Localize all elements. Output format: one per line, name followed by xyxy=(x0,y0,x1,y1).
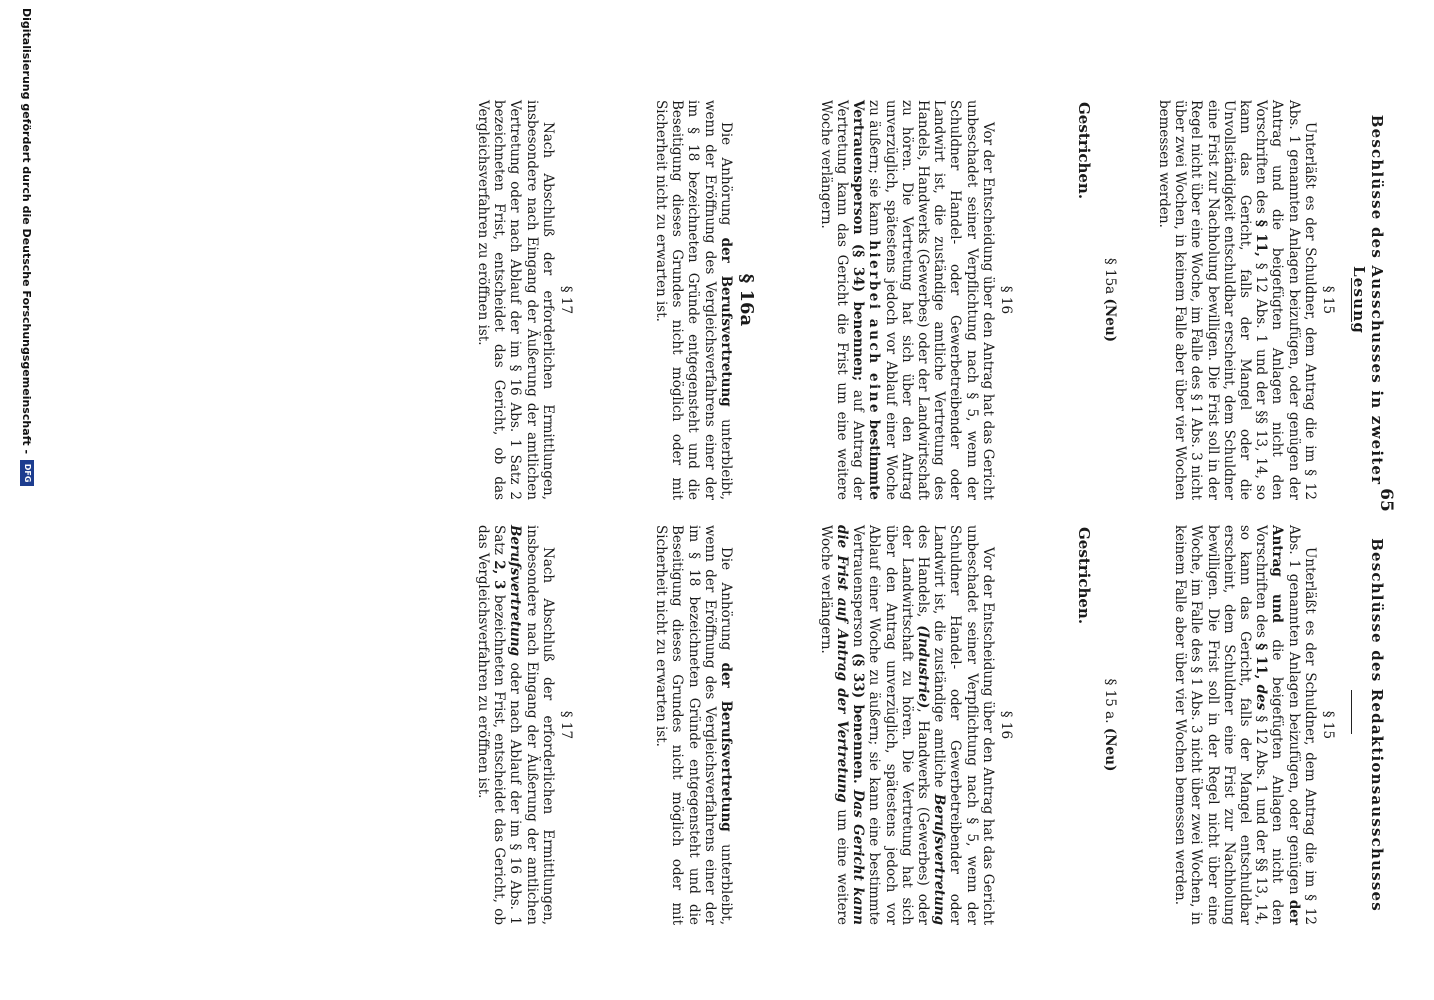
left-s16a-title: § 16a xyxy=(736,273,757,327)
left-section-16a xyxy=(652,100,757,500)
right-s16-i1: Berufsvertretung xyxy=(931,793,948,926)
right-s15-title: § 15 xyxy=(1320,710,1336,740)
right-s17-b1: 2, 3 xyxy=(491,560,508,590)
left-s15-p2: § 12 Abs. 1 genannten Anlagen beizufügen, oder genügen der Antrag und die beigefügten Anlagen nicht den Vorschriften des xyxy=(1253,100,1318,500)
right-s16a-b1: der Berufsvertretung xyxy=(718,662,734,832)
right-s15-p2: die beigefügten Anlagen nicht den Vorschriften des xyxy=(1253,525,1286,925)
right-s17-i1: Berufsvertretung xyxy=(507,525,524,657)
left-s15a-status: Gestrichen. xyxy=(1074,102,1093,200)
right-s16a-p1a: Die Anhörung xyxy=(718,547,734,651)
left-s16-p1: Vor der Entscheidung über den Antrag hat das Gericht unbeschadet seiner Verpflichtung nach § 5, wenn der Schuldner Handel- oder Gewerbetreibender oder Landwirt ist, die zuständige amtliche Vertretung des Handels, Handwerks (Gewerbes) oder der Landwirtschaft zu hören. Die Vertretung hat sich über den Antrag unverzüglich, spätestens jedoch vor Ablauf einer Woche zu äußern; sie kann xyxy=(866,100,996,500)
left-s17-title: § 17 xyxy=(558,285,574,315)
right-s15a-title xyxy=(1102,525,1118,925)
right-column-header: Beschlüsse des Redaktionsausschusses xyxy=(1368,538,1386,912)
left-s16-b1: bestimmte Vertrauensperson (§ 34) benennen; xyxy=(850,100,883,501)
right-s15-b2: § 11, xyxy=(1253,643,1270,680)
right-s16-text xyxy=(818,525,996,925)
right-s16a-p1b: unterbleibt, wenn der Eröffnung des Vergleichsverfahrens einer der im § 18 bezeichneten Gründe entgegensteht und die Beseitigung dieses Grundes nicht möglich oder mit Sicherheit nicht zu erwarten ist. xyxy=(653,525,734,925)
digitization-footer xyxy=(20,8,34,988)
right-section-16 xyxy=(818,525,1014,925)
right-s16-p1: Vor der Entscheidung über den Antrag hat das Gericht unbeschadet seiner Verpflichtung nach § 5, wenn der Schuldner Handel- oder Gewerbetreibender oder Landwirt ist, die zuständige amtliche xyxy=(931,525,996,925)
right-s17-text xyxy=(475,525,556,925)
right-s15a-status: Gestrichen. xyxy=(1074,527,1093,625)
left-header-rule xyxy=(1351,278,1352,322)
right-s15-i1: des xyxy=(1253,684,1270,711)
left-s16a-b1: der Berufsvertretung xyxy=(717,237,734,407)
right-header-rule xyxy=(1351,690,1352,734)
left-column-header: Beschlüsse des Ausschusses in zweiter Lesung xyxy=(1350,114,1386,486)
right-s17-p1: Nach Abschluß der erforderlichen Ermittlungen, insbesondere nach Eingang der Äußerung der amtlichen xyxy=(523,525,556,925)
right-section-17 xyxy=(475,525,574,925)
left-section-17 xyxy=(475,100,574,500)
left-s15-p1: Unterläßt es der Schuldner, dem Antrag die im xyxy=(1301,122,1318,463)
left-s15-b1: § 11, xyxy=(1253,219,1270,257)
left-s15-text xyxy=(1156,100,1318,500)
dfg-logo-icon: DFG xyxy=(20,460,34,486)
right-s15-text xyxy=(1172,525,1318,925)
left-s16a-p1a: Die Anhörung xyxy=(717,122,734,226)
right-s15-p1: Unterläßt es der Schuldner, dem Antrag die im § 12 Abs. 1 genannten Anlagen beizufügen, oder genügen xyxy=(1285,525,1318,925)
right-s16-i3: Das Gericht kann die Frist auf Antrag der Vertretung xyxy=(833,525,867,925)
right-section-15 xyxy=(1172,525,1336,925)
right-s15-p3: § 12 Abs. 1 und der §§ 13, 14, so kann das Gericht, falls der Mangel entschuldbar erscheint, dem Schuldner eine Frist zur Nachholung bewilligen. Die Frist soll in der Regel nicht über eine Woche, im Falle des § 1 Abs. 3 nicht über zwei Wochen, in keinem Falle aber über vier Wochen bemessen werden. xyxy=(1172,525,1270,925)
right-s16-p2: des Handels, xyxy=(914,525,931,618)
right-s17-p3: bezeichneten Frist, entscheidet das Gericht, ob das Vergleichsverfahren zu eröffnen ist. xyxy=(474,525,508,926)
left-s16-title: § 16 xyxy=(998,285,1014,315)
left-s16a-p1b: unterbleibt, wenn der Eröffnung des Vergleichsverfahrens einer der im § 18 bezeichneten Gründe entgegensteht und die Beseitigung dieses Grundes nicht möglich oder mit Sicherheit nicht zu erwarten ist. xyxy=(652,100,734,500)
left-s15-p3: § 12 Abs. 1 und der §§ 13, 14, so kann das Gericht, falls der Mangel oder die Unvollständigkeit entschuldbar erscheint, dem Schuldner eine Frist zur Nachholung bewilligen. Die Frist soll in der Regel nicht über eine Woche, im Falle des § 1 Abs. 3 nicht über zwei Wochen, in keinem Falle aber über vier Wochen bemessen werden. xyxy=(1155,100,1270,500)
left-s15a-neu: (Neu) xyxy=(1102,298,1118,343)
right-s16-p3: , Handwerks (Gewerbes) oder der Landwirtschaft zu hören. Die Vertretung hat sich über den Antrag unverzüglich, spätestens jedoch vor Ablauf einer Woche zu äußern; sie kann eine bestimmte Vertrauensperson xyxy=(850,525,931,925)
right-s17-title: § 17 xyxy=(558,710,574,740)
right-s16-i2: (Industrie) xyxy=(914,625,931,709)
right-s15a-title-text: § 15 a. xyxy=(1102,678,1118,724)
right-s16-b1: (§ 33) benennen. xyxy=(850,653,867,784)
right-s15-b1: der Antrag und xyxy=(1269,525,1302,926)
left-s16-p2: auf Antrag der Vertretung kann das Gericht die Frist um eine weitere Woche verlängern. xyxy=(817,100,867,500)
left-section-15a xyxy=(1076,100,1118,500)
left-s15a-title xyxy=(1102,100,1118,500)
right-s15a-neu: (Neu) xyxy=(1102,727,1118,772)
left-s16-text xyxy=(818,100,996,500)
left-s16a-text xyxy=(653,100,734,500)
right-section-16a xyxy=(653,525,734,925)
left-s16-spaced: hierbei auch eine xyxy=(866,240,883,416)
right-s17-p2: oder nach Ablauf der im § 16 Abs. 1 Satz xyxy=(491,525,524,925)
digitization-note: Digitalisierung gefördert durch die Deutsche Forschungsgemeinschaft - xyxy=(20,8,34,455)
left-s15-title: § 15 xyxy=(1320,285,1336,315)
page-number: 65 xyxy=(1376,488,1396,512)
left-section-16 xyxy=(818,100,1014,500)
right-section-15a xyxy=(1076,525,1118,925)
right-s16a-text xyxy=(653,525,734,925)
left-section-15 xyxy=(1156,100,1336,500)
right-s16-p4: um eine weitere Woche verlängern. xyxy=(817,525,850,926)
right-s16-title: § 16 xyxy=(998,710,1014,740)
left-s17-text: Nach Abschluß der erforderlichen Ermittlungen, insbesondere nach Eingang der Äußerung der amtlichen Vertretung oder nach Ablauf der im § 16 Abs. 1 Satz 2 bezeichneten Frist, entscheidet das Gericht, ob das Vergleichsverfahren zu eröffnen ist. xyxy=(474,100,556,500)
left-s15a-title-text: § 15a xyxy=(1102,257,1118,295)
